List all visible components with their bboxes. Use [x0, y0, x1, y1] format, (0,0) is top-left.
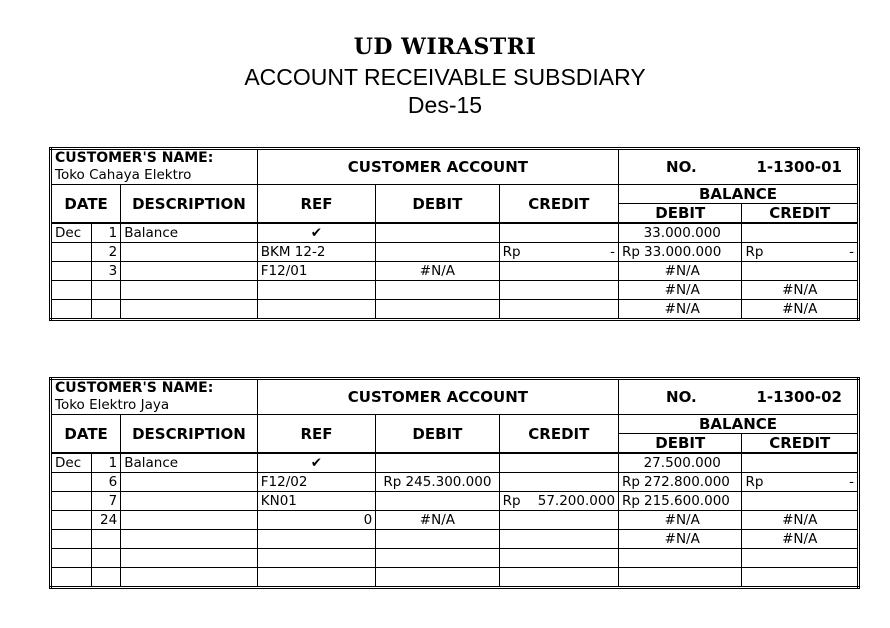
credit-cell — [499, 281, 618, 300]
description-header: DESCRIPTION — [121, 415, 258, 454]
description-cell — [121, 300, 258, 320]
ref-cell: BKM 12-2 — [257, 243, 375, 262]
ref-cell: F12/02 — [257, 473, 375, 492]
balance-credit-amount: #N/A — [782, 512, 818, 528]
month-cell — [51, 300, 92, 320]
month-cell — [51, 492, 92, 511]
debit-cell — [376, 300, 499, 320]
balance-credit-cell — [742, 568, 859, 588]
balance-debit-currency: Rp — [622, 474, 640, 490]
balance-credit-cell — [742, 549, 859, 568]
balance-debit-cell — [619, 530, 742, 549]
credit-cell — [499, 492, 618, 511]
description-header: DESCRIPTION — [121, 185, 258, 224]
ref-header: REF — [257, 185, 375, 224]
account-number: 1-1300-01 — [756, 158, 842, 176]
day-cell — [92, 568, 121, 588]
balance-credit-cell — [742, 262, 859, 281]
ledger-row — [51, 281, 859, 300]
debit-cell — [376, 549, 499, 568]
balance-debit-cell — [619, 549, 742, 568]
balance-debit-amount: #N/A — [664, 282, 700, 298]
ref-cell: 0 — [257, 511, 375, 530]
day-cell: 2 — [92, 243, 121, 262]
day-cell — [92, 549, 121, 568]
day-cell — [92, 530, 121, 549]
balance-credit-cell — [742, 223, 859, 243]
customer-account-header: CUSTOMER ACCOUNT — [257, 379, 618, 415]
balance-credit-header: CREDIT — [742, 434, 859, 454]
description-cell — [121, 243, 258, 262]
balance-credit-header: CREDIT — [742, 204, 859, 224]
credit-currency: Rp — [502, 493, 521, 509]
account-number-label: NO. — [666, 388, 697, 406]
month-cell — [51, 568, 92, 588]
balance-debit-amount: 27.500.000 — [643, 455, 721, 471]
description-cell — [121, 492, 258, 511]
date-header: DATE — [51, 415, 121, 454]
balance-debit-header: DEBIT — [619, 204, 742, 224]
credit-cell — [499, 453, 618, 473]
customer-name-label: CUSTOMER'S NAME: — [55, 380, 214, 396]
debit-cell — [376, 243, 499, 262]
customer-name: Toko Cahaya Elektro — [55, 167, 192, 183]
debit-header: DEBIT — [376, 185, 499, 224]
ref-cell: ✔ — [257, 223, 375, 243]
credit-cell — [499, 473, 618, 492]
credit-currency: Rp — [502, 244, 521, 260]
month-cell — [51, 281, 92, 300]
balance-credit-amount: #N/A — [782, 531, 818, 547]
credit-cell — [499, 530, 618, 549]
debit-cell — [376, 281, 499, 300]
credit-cell — [499, 568, 618, 588]
description-cell — [121, 511, 258, 530]
month-cell — [51, 262, 92, 281]
ledger-table-2 — [49, 377, 860, 589]
customer-name-label: CUSTOMER'S NAME: — [55, 150, 214, 166]
ref-cell — [257, 568, 375, 588]
day-cell: 7 — [92, 492, 121, 511]
customer-name: Toko Elektro Jaya — [55, 397, 170, 413]
debit-cell: #N/A — [376, 511, 499, 530]
balance-debit-amount: 272.800.000 — [643, 474, 730, 490]
day-cell: 1 — [92, 453, 121, 473]
ledger-row — [51, 568, 859, 588]
credit-header: CREDIT — [499, 185, 618, 224]
balance-header: BALANCE — [619, 185, 859, 204]
balance-debit-amount: 215.600.000 — [643, 493, 730, 509]
ledger-row — [51, 473, 859, 492]
balance-debit-currency: Rp — [622, 244, 640, 260]
balance-debit-amount: #N/A — [664, 531, 700, 547]
balance-credit-cell — [742, 530, 859, 549]
ledger-row — [51, 492, 859, 511]
balance-debit-amount: #N/A — [664, 301, 700, 317]
balance-debit-amount: #N/A — [664, 263, 700, 279]
description-cell — [121, 281, 258, 300]
month-cell — [51, 243, 92, 262]
ref-cell — [257, 300, 375, 320]
balance-debit-cell — [619, 492, 742, 511]
balance-debit-cell — [619, 243, 742, 262]
balance-debit-cell — [619, 568, 742, 588]
customer-account-header: CUSTOMER ACCOUNT — [257, 149, 618, 185]
month-cell: Dec — [51, 453, 92, 473]
description-cell — [121, 262, 258, 281]
credit-header: CREDIT — [499, 415, 618, 454]
balance-credit-amount: #N/A — [782, 301, 818, 317]
report-title: ACCOUNT RECEIVABLE SUBSDIARY — [244, 64, 646, 90]
ledger-row — [51, 262, 859, 281]
balance-debit-cell — [619, 223, 742, 243]
ledger-row — [51, 223, 859, 243]
credit-cell — [499, 262, 618, 281]
account-number-cell — [619, 379, 859, 415]
ref-cell: ✔ — [257, 453, 375, 473]
balance-credit-cell — [742, 300, 859, 320]
ref-cell: KN01 — [257, 492, 375, 511]
debit-cell — [376, 453, 499, 473]
description-cell: Balance — [121, 453, 258, 473]
ledger-row — [51, 300, 859, 320]
ref-cell: F12/01 — [257, 262, 375, 281]
balance-credit-cell — [742, 453, 859, 473]
balance-credit-cell — [742, 492, 859, 511]
balance-debit-cell — [619, 473, 742, 492]
ref-cell — [257, 281, 375, 300]
debit-cell: #N/A — [376, 262, 499, 281]
credit-cell — [499, 511, 618, 530]
credit-cell — [499, 223, 618, 243]
day-cell — [92, 281, 121, 300]
description-cell — [121, 530, 258, 549]
month-cell — [51, 530, 92, 549]
balance-debit-currency: Rp — [622, 493, 640, 509]
ledger-row — [51, 530, 859, 549]
account-number: 1-1300-02 — [756, 388, 842, 406]
customer-name-cell — [51, 379, 258, 415]
credit-cell — [499, 243, 618, 262]
credit-cell — [499, 300, 618, 320]
balance-debit-amount: #N/A — [664, 512, 700, 528]
month-cell — [51, 473, 92, 492]
debit-header: DEBIT — [376, 415, 499, 454]
balance-debit-header: DEBIT — [619, 434, 742, 454]
balance-debit-amount: 33.000.000 — [643, 244, 722, 260]
balance-credit-amount: #N/A — [782, 282, 818, 298]
ref-cell — [257, 549, 375, 568]
balance-debit-cell — [619, 300, 742, 320]
customer-name-cell — [51, 149, 258, 185]
month-cell: Dec — [51, 223, 92, 243]
description-cell: Balance — [121, 223, 258, 243]
debit-cell — [376, 223, 499, 243]
account-number-cell — [619, 149, 859, 185]
balance-credit-currency: Rp — [745, 474, 764, 490]
balance-credit-amount: - — [849, 244, 854, 260]
balance-header: BALANCE — [619, 415, 859, 434]
company-name: UD WIRASTRI — [353, 34, 537, 60]
balance-debit-cell — [619, 262, 742, 281]
day-cell: 1 — [92, 223, 121, 243]
account-number-label: NO. — [666, 158, 697, 176]
debit-cell — [376, 568, 499, 588]
report-period: Des-15 — [407, 92, 483, 118]
ledger-table-1 — [49, 147, 860, 321]
ledger-row — [51, 453, 859, 473]
ledger-row — [51, 549, 859, 568]
balance-credit-cell — [742, 281, 859, 300]
debit-cell — [376, 492, 499, 511]
debit-cell — [376, 530, 499, 549]
balance-credit-cell — [742, 511, 859, 530]
description-cell — [121, 568, 258, 588]
balance-credit-amount: - — [849, 474, 854, 490]
credit-cell — [499, 549, 618, 568]
description-cell — [121, 549, 258, 568]
day-cell: 24 — [92, 511, 121, 530]
credit-amount: 57.200.000 — [537, 493, 616, 509]
balance-credit-cell — [742, 473, 859, 492]
ledger-row — [51, 511, 859, 530]
day-cell: 6 — [92, 473, 121, 492]
description-cell — [121, 473, 258, 492]
debit-cell: Rp 245.300.000 — [376, 473, 499, 492]
balance-debit-amount: 33.000.000 — [643, 225, 721, 241]
balance-credit-currency: Rp — [745, 244, 764, 260]
ref-header: REF — [257, 415, 375, 454]
date-header: DATE — [51, 185, 121, 224]
balance-credit-cell — [742, 243, 859, 262]
ledger-row — [51, 243, 859, 262]
day-cell: 3 — [92, 262, 121, 281]
balance-debit-cell — [619, 281, 742, 300]
month-cell — [51, 511, 92, 530]
balance-debit-cell — [619, 511, 742, 530]
month-cell — [51, 549, 92, 568]
day-cell — [92, 300, 121, 320]
credit-amount: - — [610, 244, 616, 260]
ref-cell — [257, 530, 375, 549]
balance-debit-cell — [619, 453, 742, 473]
